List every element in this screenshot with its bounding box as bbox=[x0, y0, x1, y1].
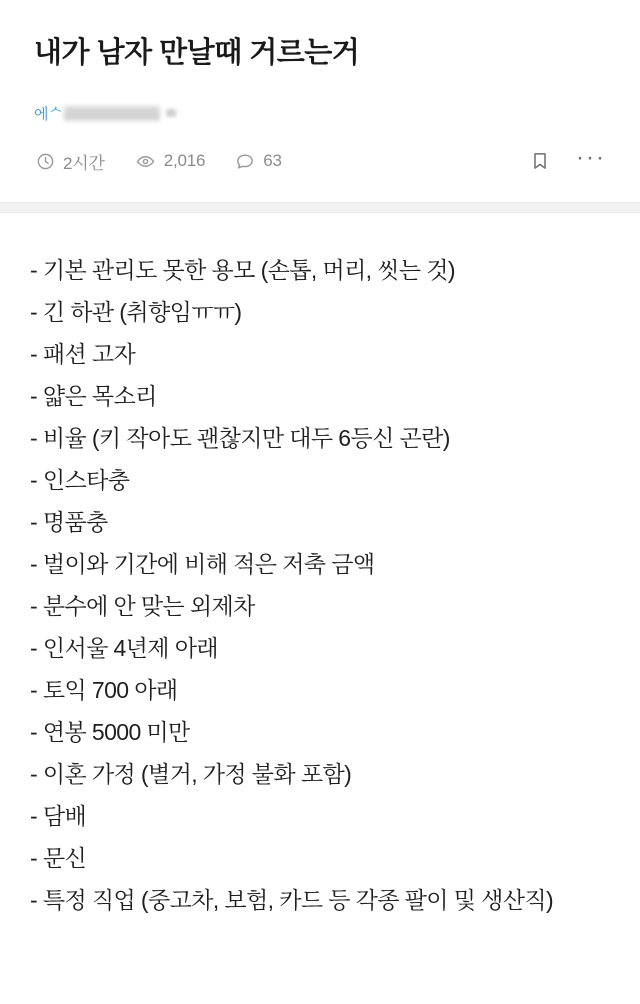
author-name-redacted bbox=[64, 106, 160, 121]
body-line: - 기본 관리도 못한 용모 (손톱, 머리, 씻는 것) bbox=[30, 257, 455, 284]
body-line: - 얇은 목소리 bbox=[30, 383, 157, 410]
clock-icon bbox=[36, 152, 55, 171]
body-line: - 이혼 가정 (별거, 가정 불화 포함) bbox=[30, 761, 352, 788]
eye-icon bbox=[135, 152, 156, 171]
author-name[interactable]: 에ᄉ bbox=[34, 105, 63, 123]
author-row[interactable] bbox=[34, 102, 606, 124]
post-time-label: 2시간 bbox=[63, 153, 105, 173]
more-options-button[interactable] bbox=[576, 143, 606, 177]
post-comments-count: 63 bbox=[263, 151, 282, 171]
post-header bbox=[0, 0, 640, 176]
comment-icon bbox=[235, 152, 255, 171]
body-line: - 패션 고자 bbox=[30, 341, 136, 368]
body-line: - 비율 (키 작아도 괜찮지만 대두 6등신 곤란) bbox=[30, 425, 450, 452]
body-line: - 인서울 4년제 아래 bbox=[30, 635, 218, 662]
body-line: - 인스타충 bbox=[30, 467, 130, 494]
body-line: - 벌이와 기간에 비해 적은 저축 금액 bbox=[30, 551, 375, 578]
body-line: - 문신 bbox=[30, 845, 87, 872]
more-options-icon[interactable]: ··· bbox=[576, 143, 606, 171]
body-line: - 명품충 bbox=[30, 509, 108, 536]
section-divider bbox=[0, 202, 640, 213]
body-line: - 담배 bbox=[30, 803, 87, 830]
post-body bbox=[0, 213, 640, 921]
body-line: - 특정 직업 (중고차, 보험, 카드 등 각종 팔이 및 생산직) bbox=[30, 887, 554, 914]
page-title: 내가 남자 만날때 거르는거 bbox=[34, 37, 360, 69]
post-views bbox=[135, 151, 206, 171]
post-views-count: 2,016 bbox=[163, 151, 206, 171]
body-line: - 연봉 5000 미만 bbox=[30, 719, 190, 746]
post-meta-row bbox=[34, 143, 606, 176]
post-comments[interactable] bbox=[235, 151, 282, 171]
bookmark-button[interactable] bbox=[530, 149, 550, 173]
post-time bbox=[36, 149, 105, 174]
author-name-redacted-tail bbox=[166, 109, 176, 117]
bookmark-icon[interactable] bbox=[530, 149, 550, 173]
body-line: - 긴 하관 (취향임ㅠㅠ) bbox=[30, 299, 242, 326]
body-line: - 분수에 안 맞는 외제차 bbox=[30, 593, 255, 620]
body-line: - 토익 700 아래 bbox=[30, 677, 178, 704]
